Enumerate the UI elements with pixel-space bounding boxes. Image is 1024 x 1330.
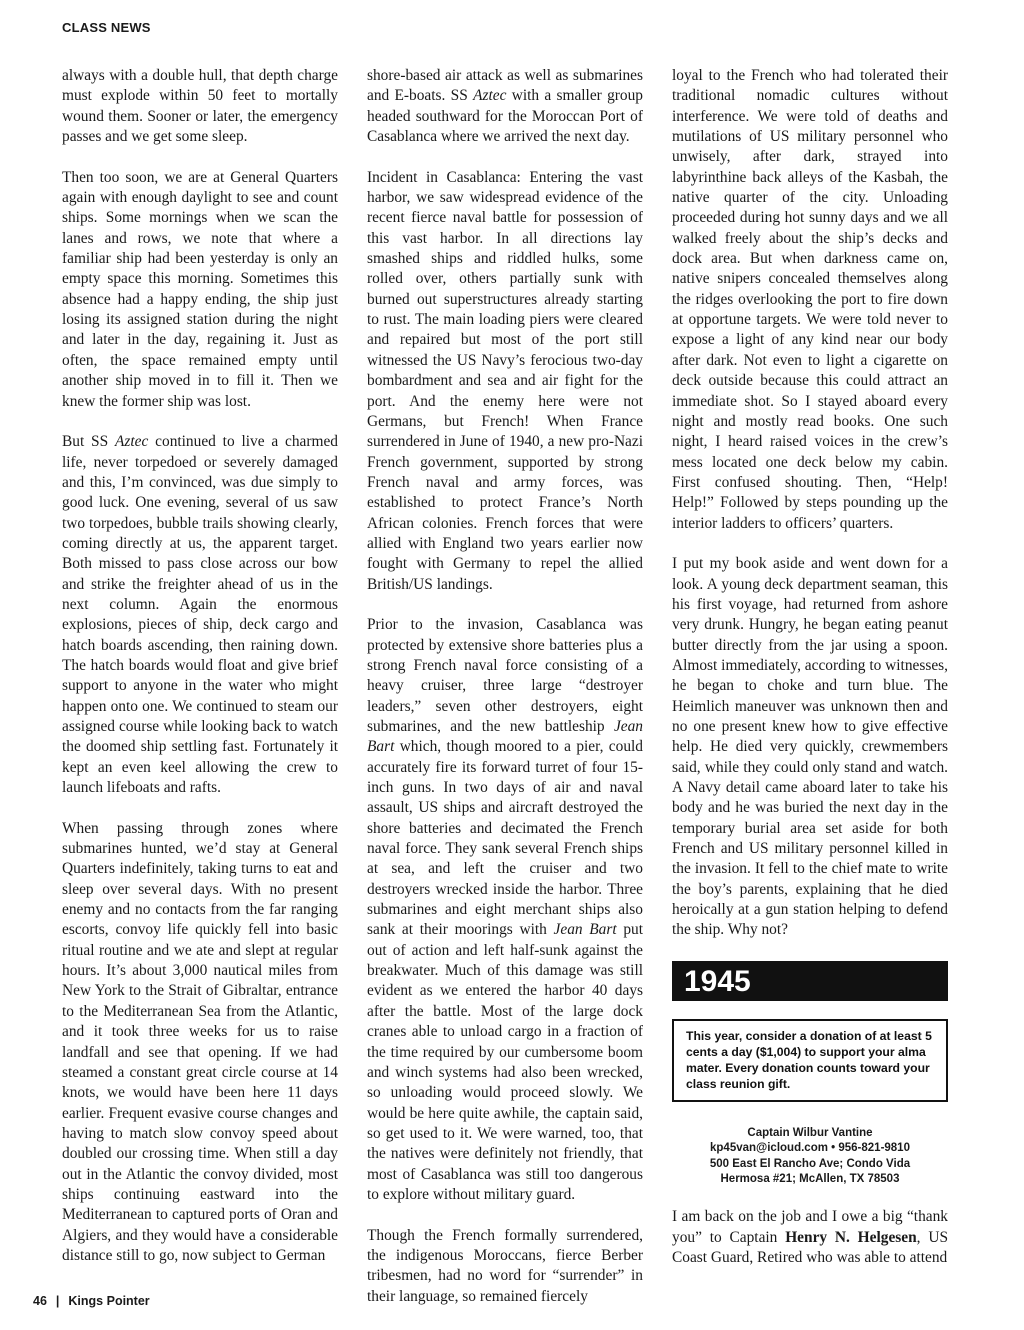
paragraph: loyal to the French who had tolerated their traditional nomadic cultures without interference. We were told of deaths and mutilations of US military personnel who unwisely, after dark, strayed into labyrinthine back alleys of the Kasbah, the native quarter of the city. Unloading proceeded during hot sunny days and we all walked freely about the ship’s decks and dock area. But when darkness came on, native snipers concealed themselves along the ridges overlooking the port to fire down at opportune targets. We were told never to expose a light of any kind near our body after dark. Not even to light a cigarette on deck outside because this could attract an immediate shot. So I stayed aboard every night and mostly read books. One such night, I heard raised voices in the crew’s mess located one deck below my cabin. First confused shouting. Then, “Help! Help!” Followed by steps pounding up the interior ladders to officers’ quarters. <box>672 67 948 532</box>
paragraph: always with a double hull, that depth charge must explode within 50 feet to mortally wound them. Sooner or later, the emergency passes and we get some sleep. <box>62 67 338 146</box>
paragraph: Then too soon, we are at General Quarters again with enough daylight to see and count ships. Some mornings when we scan the lanes and rows, we note that where a familiar ship had been yesterday is only an empty space this morning. Sometimes this absence had a happy ending, the ship just losing its assigned station during the night and later in the day, regaining it. Just as often, the space remained empty until another ship moved in to fill it. Then we knew the former ship was lost. <box>62 168 338 410</box>
paragraph: Though the French formally surrendered, the indigenous Moroccans, fierce Berber tribesmen, had no word for “surrender” in their language, so remained fiercely <box>367 1226 643 1305</box>
ship-name: Jean Bart <box>553 921 617 939</box>
footer-separator: | <box>55 1294 60 1308</box>
article-column-3 <box>672 66 948 1268</box>
paragraph-text: But SS <box>62 433 115 451</box>
paragraph <box>62 432 338 798</box>
publication-name: Kings Pointer <box>68 1294 150 1308</box>
paragraph <box>672 1207 948 1268</box>
paragraph-text: I am back on the job and I owe a big “thank you” to Captain <box>672 1208 948 1246</box>
paragraph-text: which, though moored to a pier, could accurately fire its forward turret of four 15-inch guns. In two days of air and naval assault, US ships and aircraft destroyed the shore batteries and decimated the French naval force. They sank several French ships at sea, and left the cruiser and two destroyers wrecked inside the harbor. Three submarines and eight merchant ships also sank at their moorings with <box>367 738 643 939</box>
ship-name: Aztec <box>115 433 149 451</box>
donation-appeal-box: This year, consider a donation of at least 5 cents a day ($1,004) to support your alma mater. Every donation counts toward your class reunion gift. <box>672 1019 948 1102</box>
paragraph-text: shore-based air attack as well as submarines and E-boats. SS <box>367 67 643 105</box>
contact-address-line-1: 500 East El Rancho Ave; Condo Vida <box>709 1157 911 1170</box>
contact-name: Captain Wilbur Vantine <box>747 1127 873 1140</box>
paragraph: When passing through zones where submarines hunted, we’d stay at General Quarters indefinitely, taking turns to eat and sleep over several days. With no present enemy and no contacts from the far ranging escorts, convoy life quickly fell into basic ritual routine and we ate and slept at regular hours. It’s about 3,000 nautical miles from New York to the Strait of Gibraltar, entrance to the Mediterranean Sea from the Atlantic, and it took three weeks for us to raise landfall and see that opening. If we had steamed a constant great circle course at 14 knots, we would have been here 11 days earlier. Frequent evasive course changes and having to match slow convoy speed about doubled our crossing time. When still a day out in the Atlantic the convoy divided, most ships continuing eastward into the Mediterranean to captured ports of Oran and Algiers, and they would have a considerable distance still to go, now subject to German <box>62 819 338 1264</box>
contact-address-line-2: Hermosa #21; McAllen, TX 78503 <box>720 1173 900 1186</box>
article-column-1 <box>62 66 338 1266</box>
person-name: Henry N. Helgesen <box>785 1228 917 1246</box>
page-footer <box>33 1294 150 1308</box>
paragraph: I put my book aside and went down for a look. A young deck department seaman, this his first voyage, had returned from ashore very drunk. Hungry, he began eating peanut butter directly from the jar using a spoon. Almost immediately, according to witnesses, he began to choke and turn blue. The Heimlich maneuver was unknown then and no one present knew how to give effective help. He died very quickly, crewmembers said, while they could only stand and watch. A Navy detail came aboard later to take his body and he was buried the next day in the temporary burial area set aside for both French and US military personnel killed in the invasion. It fell to the chief mate to write the boy’s parents, explaining that he died heroically at a gun station helping to defend the ship. Why not? <box>672 555 948 939</box>
class-year-banner: 1945 <box>672 961 948 1001</box>
paragraph: Incident in Casablanca: Entering the vast harbor, we saw widespread evidence of the recent fierce naval battle for possession of this vast harbor. In all directions lay smashed ships and riddled hulks, some rolled over, others partially sunk with burned out superstructures already starting to rust. The main loading piers were cleared and repaired but most of the port still witnessed the US Navy’s ferocious two-day bombardment and sea and air fight for the port. And the enemy here were not Germans, but French! When France surrendered in June of 1940, a new pro-Nazi French government, supported by strong French naval and army forces, was established to protect France’s North African colonies. French forces that were allied with England two years earlier now fought with Germany to repel the allied British/US landings. <box>367 168 643 593</box>
paragraph <box>367 66 643 147</box>
class-contact-block <box>672 1126 948 1187</box>
section-header: CLASS NEWS <box>62 20 151 35</box>
ship-name: Aztec <box>473 87 507 105</box>
paragraph <box>367 615 643 1205</box>
page-number: 46 <box>33 1294 47 1308</box>
paragraph-text: put out of action and left half-sunk against the breakwater. Much of this damage was still evident as we entered the harbor 40 days after the battle. Most of the large dock cranes able to unload cargo in a fraction of the time required by our cumbersome boom and winch systems had also been wrecked, so unloading would proceed slowly. We would be here quite awhile, the captain said, so get used to it. We were warned, too, that the natives were definitely not friendly, that most of Casablanca was still too dangerous to explore without military guard. <box>367 921 644 1203</box>
article-column-2 <box>367 66 643 1307</box>
paragraph-text: , US Coast Guard, Retired who was able to attend <box>672 1228 949 1266</box>
paragraph-text: with a smaller group headed southward for the Moroccan Port of Casablanca where we arrived the next day. <box>367 87 643 146</box>
ship-name: Jean Bart <box>367 718 643 756</box>
paragraph-text: Prior to the invasion, Casablanca was protected by extensive shore batteries plus a strong French naval force consisting of a heavy cruiser, three large “destroyer leaders,” seven other destroyers, eight submarines, and the new battleship <box>367 616 643 735</box>
paragraph-text: continued to live a charmed life, never torpedoed or severely damaged and this, I’m convinced, was due simply to good luck. One evening, several of us saw two torpedoes, bubble trails showing clearly, coming directly at us, the apparent target. Both missed to pass close across our bow and strike the freighter ahead of us in the next column. Again the enormous explosions, pieces of ship, deck cargo and hatch boards ascending, then raining down. The hatch boards would float and give brief support to anyone in the water who might happen onto one. We continued to steam our assigned course while looking back to watch the doomed ship settling fast. Fortunately it kept an even keel allowing the crew to launch lifeboats and rafts. <box>62 433 338 797</box>
contact-email-phone[interactable]: kp45van@icloud.com • 956-821-9810 <box>710 1142 910 1155</box>
